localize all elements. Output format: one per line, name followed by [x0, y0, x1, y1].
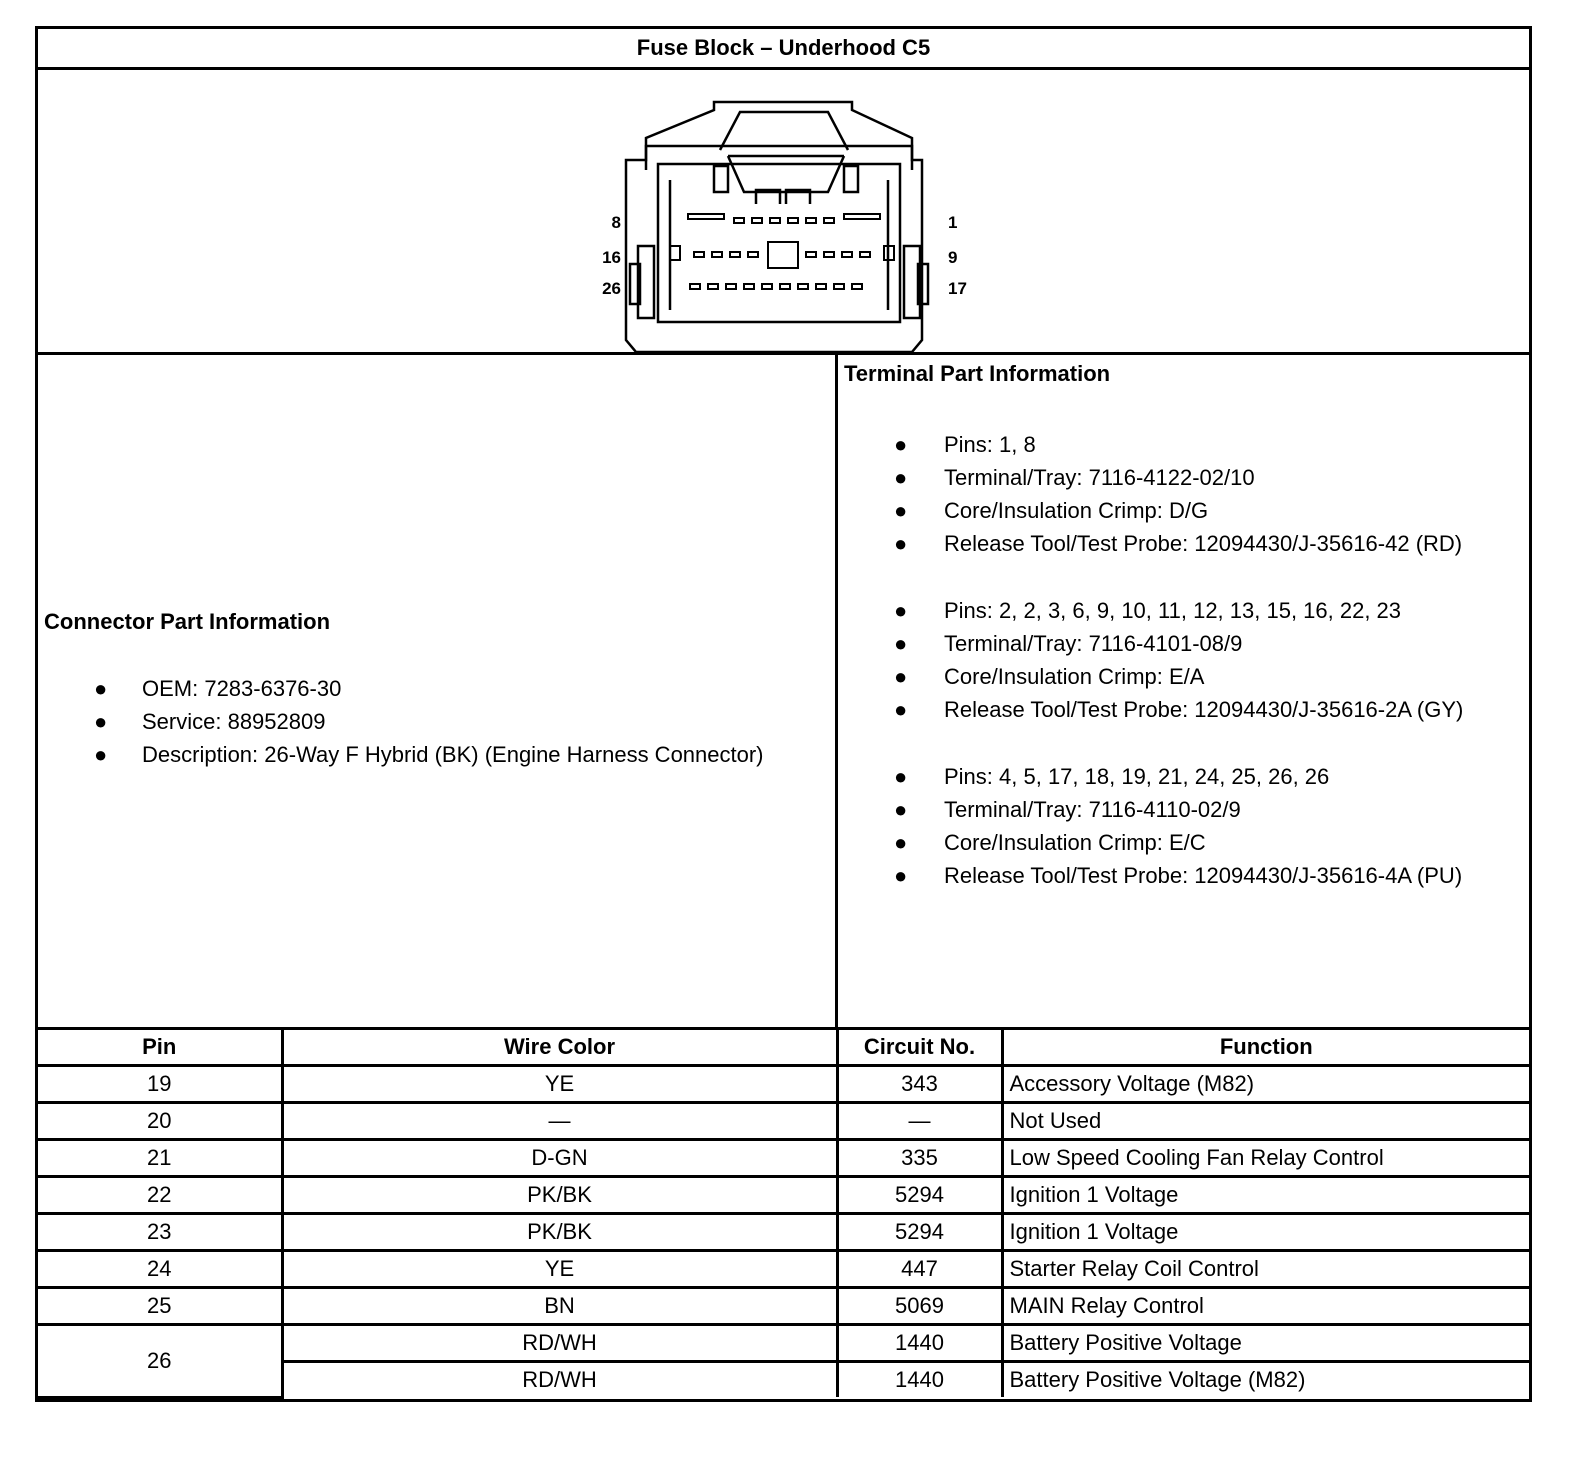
cell-function: Starter Relay Coil Control	[1002, 1251, 1529, 1288]
table-row	[38, 1103, 1529, 1140]
cell-function: Ignition 1 Voltage	[1002, 1177, 1529, 1214]
connector-sheet	[35, 26, 1532, 1402]
cell-wire-color: PK/BK	[282, 1214, 837, 1251]
list-item: ● Core/Insulation Crimp: E/A	[894, 664, 1205, 689]
header-pin: Pin	[38, 1030, 282, 1066]
cell-pin: 26	[38, 1325, 282, 1398]
cell-wire-color: YE	[282, 1251, 837, 1288]
terminal-group-1	[844, 431, 1523, 557]
list-item: ● Release Tool/Test Probe: 12094430/J-35616-42 (RD)	[894, 531, 1463, 556]
cavity-row-1	[688, 214, 880, 223]
cell-wire-color: —	[282, 1103, 837, 1140]
cell-function: Battery Positive Voltage (M82)	[1002, 1362, 1529, 1398]
terminal-part-info	[838, 355, 1529, 1027]
pin-label-8: 8	[611, 213, 621, 232]
list-item: ● Description: 26-Way F Hybrid (BK) (Engine Harness Connector)	[94, 741, 764, 767]
connector-figure	[38, 70, 1529, 355]
cell-circuit: 447	[837, 1251, 1002, 1288]
list-item: ● Core/Insulation Crimp: E/C	[894, 830, 1206, 855]
list-item: ● Pins: 4, 5, 17, 18, 19, 21, 24, 25, 26, 26	[894, 764, 1330, 789]
cavity-row-2	[670, 242, 894, 268]
cell-circuit: 1440	[837, 1325, 1002, 1362]
cell-pin: 25	[38, 1288, 282, 1325]
table-header-row	[38, 1030, 1529, 1066]
bullet-icon: ●	[894, 697, 908, 722]
table-row	[38, 1066, 1529, 1103]
cell-circuit: 1440	[837, 1362, 1002, 1398]
pin-label-9: 9	[948, 248, 958, 267]
pin-label-17: 17	[948, 279, 967, 298]
cell-pin: 22	[38, 1177, 282, 1214]
bullet-icon: ●	[894, 797, 908, 822]
cell-function: Low Speed Cooling Fan Relay Control	[1002, 1140, 1529, 1177]
cell-pin: 23	[38, 1214, 282, 1251]
cell-function: MAIN Relay Control	[1002, 1288, 1529, 1325]
list-item: ● OEM: 7283-6376-30	[94, 675, 342, 701]
cell-wire-color: D-GN	[282, 1140, 837, 1177]
bullet-icon: ●	[894, 764, 908, 789]
connector-face-drawing	[38, 70, 1529, 352]
cell-wire-color: RD/WH	[282, 1362, 837, 1398]
list-item: ● Core/Insulation Crimp: D/G	[894, 498, 1209, 523]
bullet-icon: ●	[894, 531, 908, 556]
cavity-row-3	[690, 284, 862, 289]
cell-circuit: —	[837, 1103, 1002, 1140]
part-information	[38, 355, 1529, 1030]
list-item: ● Terminal/Tray: 7116-4122-02/10	[894, 465, 1255, 490]
list-item: ● Terminal/Tray: 7116-4110-02/9	[894, 797, 1241, 822]
header-wire-color: Wire Color	[282, 1030, 837, 1066]
header-circuit-no: Circuit No.	[837, 1030, 1002, 1066]
bullet-icon: ●	[894, 498, 908, 523]
bullet-icon: ●	[894, 432, 908, 457]
header-function: Function	[1002, 1030, 1529, 1066]
bullet-icon: ●	[894, 664, 908, 689]
cell-circuit: 5294	[837, 1214, 1002, 1251]
terminal-group-3	[844, 763, 1523, 889]
list-item: ● Pins: 2, 2, 3, 6, 9, 10, 11, 12, 13, 15, 16, 22, 23	[894, 598, 1402, 623]
cell-wire-color: PK/BK	[282, 1177, 837, 1214]
cell-pin: 19	[38, 1066, 282, 1103]
cell-wire-color: YE	[282, 1066, 837, 1103]
list-item: ● Release Tool/Test Probe: 12094430/J-35616-2A (GY)	[894, 697, 1464, 722]
table-row	[38, 1288, 1529, 1325]
bullet-icon: ●	[94, 708, 108, 734]
bullet-icon: ●	[894, 830, 908, 855]
cell-pin: 21	[38, 1140, 282, 1177]
connector-outline	[626, 102, 928, 352]
bullet-icon: ●	[894, 863, 908, 888]
cell-wire-color: RD/WH	[282, 1325, 837, 1362]
page-title: Fuse Block – Underhood C5	[38, 29, 1529, 70]
pinout-table	[38, 1030, 1529, 1399]
connector-list	[44, 675, 829, 774]
list-item: ● Pins: 1, 8	[894, 432, 1036, 457]
cell-circuit: 5294	[837, 1177, 1002, 1214]
table-row	[38, 1140, 1529, 1177]
cell-pin: 20	[38, 1103, 282, 1140]
bullet-icon: ●	[94, 675, 108, 701]
cell-function: Not Used	[1002, 1103, 1529, 1140]
table-row	[38, 1177, 1529, 1214]
pin-label-1: 1	[948, 213, 958, 232]
list-item: ● Service: 88952809	[94, 708, 326, 734]
cell-circuit: 5069	[837, 1288, 1002, 1325]
cell-circuit: 335	[837, 1140, 1002, 1177]
table-row	[38, 1251, 1529, 1288]
cell-function: Accessory Voltage (M82)	[1002, 1066, 1529, 1103]
connector-part-info	[38, 355, 838, 1027]
bullet-icon: ●	[894, 598, 908, 623]
cell-circuit: 343	[837, 1066, 1002, 1103]
table-row	[38, 1325, 1529, 1362]
list-item: ● Release Tool/Test Probe: 12094430/J-35616-4A (PU)	[894, 863, 1463, 888]
bullet-icon: ●	[94, 741, 108, 767]
list-item: ● Terminal/Tray: 7116-4101-08/9	[894, 631, 1243, 656]
cell-pin: 24	[38, 1251, 282, 1288]
connector-heading: Connector Part Information	[44, 608, 331, 634]
terminal-heading: Terminal Part Information	[844, 361, 1111, 386]
terminal-group-2	[844, 597, 1523, 723]
cell-function: Ignition 1 Voltage	[1002, 1214, 1529, 1251]
table-row	[38, 1214, 1529, 1251]
cell-wire-color: BN	[282, 1288, 837, 1325]
bullet-icon: ●	[894, 465, 908, 490]
pin-label-16: 16	[602, 248, 621, 267]
bullet-icon: ●	[894, 631, 908, 656]
cell-function: Battery Positive Voltage	[1002, 1325, 1529, 1362]
pin-label-26: 26	[602, 279, 621, 298]
